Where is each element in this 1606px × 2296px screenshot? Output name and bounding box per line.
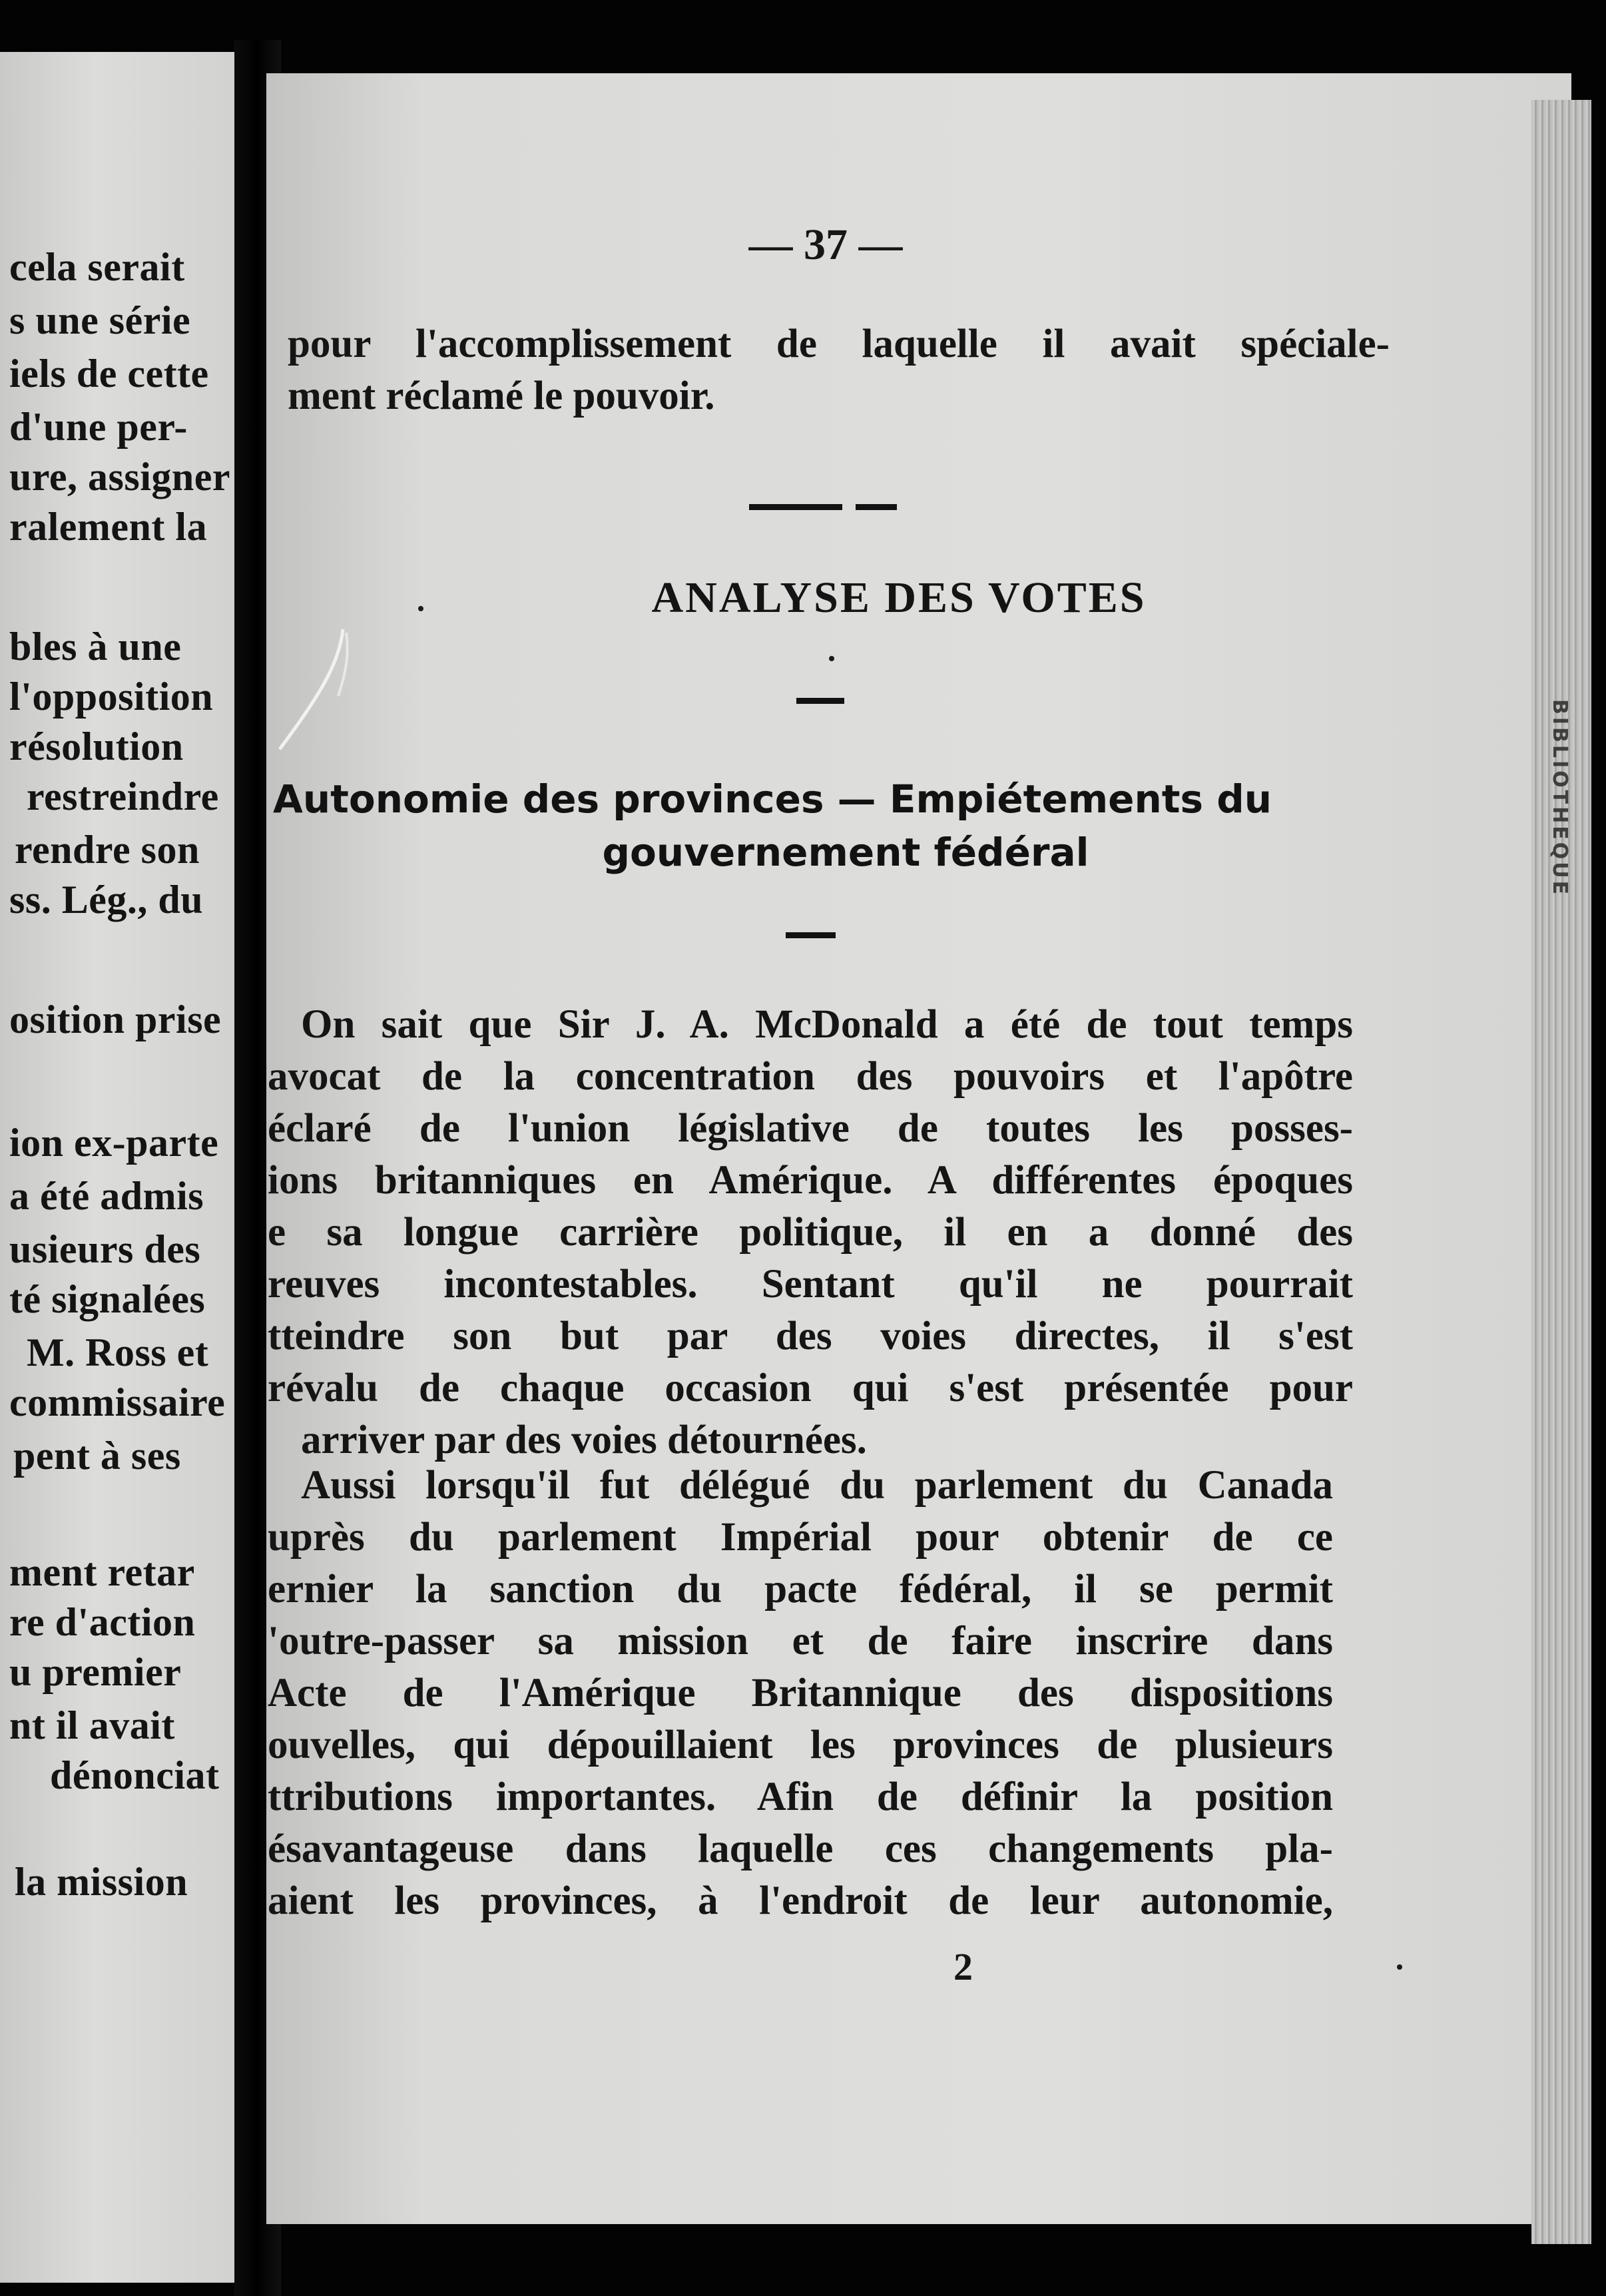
left-page-text-line: l'opposition bbox=[9, 675, 214, 718]
left-page-text-line: té signalées bbox=[9, 1277, 206, 1321]
left-page-text-line: ment retar bbox=[9, 1550, 195, 1594]
speck-dot bbox=[418, 606, 423, 611]
separator-rule bbox=[786, 932, 836, 938]
left-page-text-line: osition prise bbox=[9, 998, 222, 1041]
left-page-text-line: cela serait bbox=[9, 245, 185, 289]
signature-mark: 2 bbox=[953, 1945, 973, 1988]
text-line: e sa longue carrière politique, il en a donné des bbox=[268, 1210, 1353, 1255]
left-page-text-line: ralement la bbox=[9, 505, 208, 549]
text-line: arriver par des voies détournées. bbox=[301, 1418, 867, 1462]
left-facing-page bbox=[0, 52, 234, 2283]
left-page-text-line: dénonciat bbox=[50, 1753, 220, 1797]
text-line: uprès du parlement Impérial pour obtenir de ce bbox=[268, 1515, 1333, 1560]
left-page-text-line: résolution bbox=[9, 724, 184, 768]
text-line: révalu de chaque occasion qui s'est présentée pour bbox=[268, 1366, 1353, 1410]
text-line: avocat de la concentration des pouvoirs et l'apôtre bbox=[268, 1054, 1353, 1099]
left-page-text-line: rendre son bbox=[15, 828, 200, 872]
left-page-text-line: u premier bbox=[9, 1650, 182, 1694]
subheading bbox=[273, 772, 1372, 879]
left-page-text-line: nt il avait bbox=[9, 1703, 175, 1747]
library-edge-stamp: BIBLIOTHEQUE bbox=[1548, 699, 1571, 898]
left-page-text-line: M. Ross et bbox=[27, 1330, 209, 1374]
text-line: ttributions importantes. Afin de définir la position bbox=[268, 1775, 1333, 1819]
text-line: éclaré de l'union législative de toutes les posses- bbox=[268, 1106, 1353, 1151]
left-page-text-line: la mission bbox=[15, 1860, 188, 1904]
text-line: Acte de l'Amérique Britannique des dispositions bbox=[268, 1671, 1333, 1715]
separator-rule bbox=[796, 698, 844, 704]
left-page-text-line: s une série bbox=[9, 298, 191, 342]
text-line: reuves incontestables. Sentant qu'il ne pourrait bbox=[268, 1262, 1353, 1306]
separator-rule bbox=[856, 504, 897, 510]
opening-lines bbox=[288, 318, 1390, 422]
speck-dot bbox=[1397, 1964, 1402, 1970]
speck-dot bbox=[829, 656, 834, 661]
text-line: pour l'accomplissement de laquelle il avait spéciale- bbox=[288, 322, 1390, 366]
left-page-text-line: restreindre bbox=[27, 774, 219, 818]
subheading-line-1: Autonomie des provinces — Empiétements du bbox=[273, 776, 1272, 822]
left-page-text-line: iels de cette bbox=[9, 352, 209, 396]
paragraph-1 bbox=[268, 999, 1353, 1466]
page-number: — 37 — bbox=[748, 220, 903, 269]
paragraph-2 bbox=[268, 1460, 1333, 1927]
text-line: ouvelles, qui dépouillaient les provinces de plusieurs bbox=[268, 1723, 1333, 1767]
text-line: ernier la sanction du pacte fédéral, il se permit bbox=[268, 1567, 1333, 1611]
left-page-text-line: ss. Lég., du bbox=[9, 878, 204, 922]
left-page-text-line: pent à ses bbox=[13, 1434, 181, 1478]
left-page-text-line: ion ex-parte bbox=[9, 1121, 219, 1165]
text-line: ment réclamé le pouvoir. bbox=[288, 374, 715, 418]
text-line: aient les provinces, à l'endroit de leur autonomie, bbox=[268, 1878, 1333, 1923]
separator-rule bbox=[749, 504, 842, 510]
text-line: ésavantageuse dans laquelle ces changements pla- bbox=[268, 1827, 1333, 1871]
text-line: On sait que Sir J. A. McDonald a été de tout temps bbox=[301, 1002, 1353, 1047]
pencil-mark-icon bbox=[266, 623, 360, 756]
left-page-text-line: commissaire bbox=[9, 1380, 226, 1424]
text-line: Aussi lorsqu'il fut délégué du parlement du Canada bbox=[301, 1463, 1333, 1508]
left-page-text-line: bles à une bbox=[9, 625, 182, 669]
left-page-text-line: ure, assigner bbox=[9, 455, 231, 499]
text-line: 'outre-passer sa mission et de faire inscrire dans bbox=[268, 1619, 1333, 1663]
left-page-text-line: d'une per- bbox=[9, 405, 188, 449]
text-line: tteindre son but par des voies directes, il s'est bbox=[268, 1314, 1353, 1358]
left-page-text-line: usieurs des bbox=[9, 1227, 201, 1271]
section-heading: ANALYSE DES VOTES bbox=[651, 573, 1147, 622]
left-page-text-line: re d'action bbox=[9, 1600, 196, 1644]
left-page-text-line: a été admis bbox=[9, 1174, 204, 1218]
text-line: ions britanniques en Amérique. A différentes époques bbox=[268, 1158, 1353, 1203]
subheading-line-2: gouvernement fédéral bbox=[602, 830, 1089, 875]
